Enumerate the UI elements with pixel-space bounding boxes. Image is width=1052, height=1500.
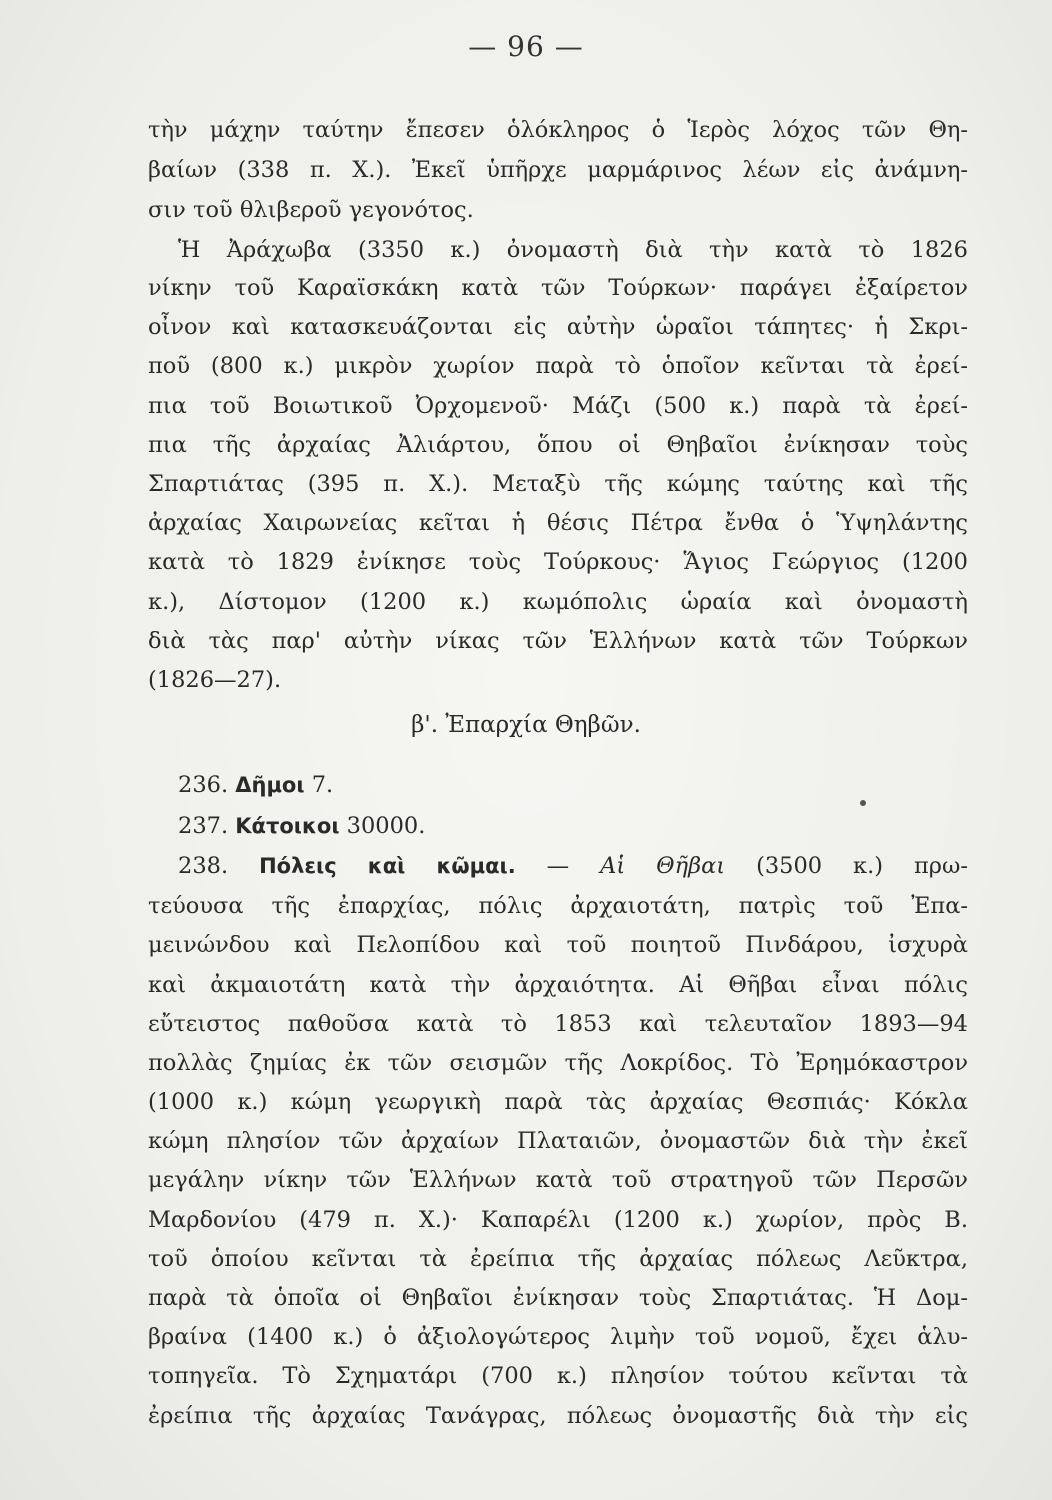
item-237 <box>178 806 968 846</box>
item-label: Κάτοικοι <box>235 814 340 838</box>
text-line: νίκην τοῦ Καραϊσκάκη κατὰ τῶν Τούρκων· παράγει ἐξαίρετον <box>148 275 968 301</box>
text-line: Μαρδονίου (479 π. Χ.)· Καπαρέλι (1200 κ.) χωρίον, πρὸς Β. <box>148 1207 968 1233</box>
text-line: κ.), Δίστομον (1200 κ.) κωμόπολις ὡραία καὶ ὀνομαστὴ <box>148 589 968 615</box>
section-heading: β'. Ἐπαρχία Θηβῶν. <box>411 712 641 738</box>
text-line: τοπηγεῖα. Τὸ Σχηματάρι (700 κ.) πλησίον τούτου κεῖνται τὰ <box>148 1363 968 1389</box>
text-line: τεύουσα τῆς ἐπαρχίας, πόλις ἀρχαιοτάτη, πατρὶς τοῦ Ἐπα- <box>148 893 968 919</box>
text-line: πια τῆς ἀρχαίας Ἀλιάρτου, ὅπου οἱ Θηβαῖοι ἐνίκησαν τοὺς <box>148 432 968 458</box>
text-line: τοῦ ὁποίου κεῖνται τὰ ἐρείπια τῆς ἀρχαίας πόλεως Λεῦκτρα, <box>148 1246 968 1272</box>
item-238 <box>178 846 968 886</box>
item-236 <box>178 765 968 805</box>
text-line: βαίων (338 π. Χ.). Ἐκεῖ ὑπῆρχε μαρμάρινος λέων εἰς ἀνάμνη- <box>148 157 968 183</box>
item-italic-name: Αἱ Θῆβαι <box>600 853 726 879</box>
page-number: — 96 — <box>468 30 584 63</box>
item-number: 236. <box>178 772 229 798</box>
text-line: ἐρείπια τῆς ἀρχαίας Τανάγρας, πόλεως ὀνομαστῆς διὰ τὴν εἰς <box>148 1403 968 1429</box>
item-value: 7. <box>311 772 334 798</box>
text-line: παρὰ τὰ ὁποῖα οἱ Θηβαῖοι ἐνίκησαν τοὺς Σπαρτιάτας. Ἡ Δομ- <box>148 1285 968 1311</box>
item-rest: (3500 κ.) πρω- <box>756 853 968 879</box>
item-label: Πόλεις καὶ κῶμαι. <box>259 854 516 878</box>
text-line: ἀρχαίας Χαιρωνείας κεῖται ἡ θέσις Πέτρα ἔνθα ὁ Ὑψηλάντης <box>148 510 968 536</box>
text-line: διὰ τὰς παρ' αὐτὴν νίκας τῶν Ἑλλήνων κατὰ τῶν Τούρκων <box>148 628 968 654</box>
text-line: κώμη πλησίον τῶν ἀρχαίων Πλαταιῶν, ὀνομαστῶν διὰ τὴν ἐκεῖ <box>148 1128 968 1154</box>
text-line: καὶ ἀκμαιοτάτη κατὰ τὴν ἀρχαιότητα. Αἱ Θῆβαι εἶναι πόλις <box>148 972 968 998</box>
item-number: 238. <box>178 853 229 879</box>
item-value: 30000. <box>346 813 426 839</box>
text-line: ποῦ (800 κ.) μικρὸν χωρίον παρὰ τὸ ὁποῖον κεῖνται τὰ ἐρεί- <box>148 353 968 379</box>
text-line: μεινώνδου καὶ Πελοπίδου καὶ τοῦ ποιητοῦ Πινδάρου, ἰσχυρὰ <box>148 932 968 958</box>
item-number: 237. <box>178 813 229 839</box>
item-label: Δῆμοι <box>235 773 305 797</box>
text-line: τὴν μάχην ταύτην ἔπεσεν ὁλόκληρος ὁ Ἱερὸς λόχος τῶν Θη- <box>148 117 968 143</box>
text-line: σιν τοῦ θλιβεροῦ γεγονότος. <box>148 197 474 223</box>
text-line: (1826—27). <box>148 667 282 693</box>
item-dash: — <box>546 853 570 879</box>
text-line: μεγάλην νίκην τῶν Ἑλλήνων κατὰ τοῦ στρατηγοῦ τῶν Περσῶν <box>148 1167 968 1193</box>
text-line: πια τοῦ Βοιωτικοῦ Ὀρχομενοῦ· Μάζι (500 κ.) παρὰ τὰ ἐρεί- <box>148 393 968 419</box>
text-line: κατὰ τὸ 1829 ἐνίκησε τοὺς Τούρκους· Ἅγιος Γεώργιος (1200 <box>148 549 968 575</box>
text-line: οἶνον καὶ κατασκευάζονται εἰς αὐτὴν ὡραῖοι τάπητες· ἡ Σκρι- <box>148 314 968 340</box>
text-line: Σπαρτιάτας (395 π. Χ.). Μεταξὺ τῆς κώμης ταύτης καὶ τῆς <box>148 471 968 497</box>
text-line: εὔτειστος παθοῦσα κατὰ τὸ 1853 καὶ τελευταῖον 1893—94 <box>148 1011 968 1037</box>
text-line: (1000 κ.) κώμη γεωργικὴ παρὰ τὰς ἀρχαίας Θεσπιάς· Κόκλα <box>148 1089 968 1115</box>
text-line: Ἡ Ἀράχωβα (3350 κ.) ὀνομαστὴ διὰ τὴν κατὰ τὸ 1826 <box>178 237 968 263</box>
text-line: βραίνα (1400 κ.) ὁ ἀξιολογώτερος λιμὴν τοῦ νομοῦ, ἔχει ἁλυ- <box>148 1324 968 1350</box>
text-line: πολλὰς ζημίας ἐκ τῶν σεισμῶν τῆς Λοκρίδος. Τὸ Ἐρημόκαστρον <box>148 1050 968 1076</box>
